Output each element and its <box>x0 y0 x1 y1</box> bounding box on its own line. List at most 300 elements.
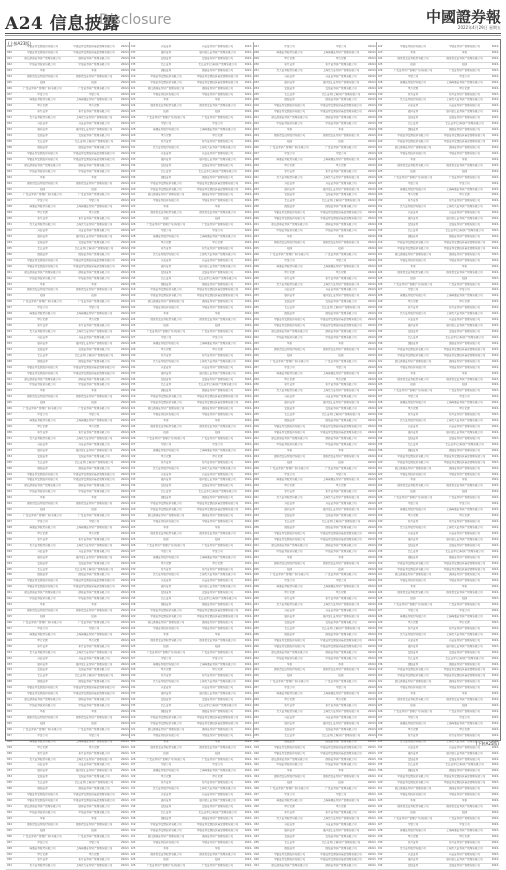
table-cell-prod: 广发证券资产管理有限公司 <box>68 621 120 626</box>
table-cell-date: 2022- <box>121 734 129 739</box>
table-cell-name: 申万宏源 <box>142 775 191 780</box>
table-cell-date: 2022- <box>245 841 253 846</box>
table-cell-code: 023 <box>131 633 141 638</box>
table-cell-date: 2022- <box>368 134 376 139</box>
table-cell-prod: 浙商证券资产管理有限公司 <box>192 407 244 412</box>
table-cell-name: 兴业证券 <box>18 229 67 234</box>
table-cell-date: 2022- <box>121 253 129 258</box>
table-cell-name: 东方证券 <box>18 538 67 543</box>
table-cell-code: 024 <box>131 746 141 751</box>
table-cell-date: 2022- <box>492 817 500 822</box>
table-cell-name: 中信证券投资有限公司 <box>18 170 67 175</box>
table-cell-code: 027 <box>131 550 141 555</box>
table-cell-date: 2022- <box>368 544 376 549</box>
table-cell-code: 019 <box>254 639 264 644</box>
table-cell-name: 海通证券股份有限公司 <box>18 98 67 103</box>
table-cell-date: 2022- <box>492 253 500 258</box>
table-cell-name: 兴业证券 <box>389 211 438 216</box>
table-cell-date: 2022- <box>121 746 129 751</box>
table-cell-prod: 银河金汇证券资产管理有限公司 <box>439 858 491 863</box>
table-cell-code: 025 <box>378 811 388 816</box>
table-cell-date: 2022- <box>245 395 253 400</box>
table-cell-prod: 东方证券资产管理有限公司 <box>192 781 244 786</box>
table-cell-date: 2022- <box>492 686 500 691</box>
table-cell-date: 2022- <box>368 793 376 798</box>
table-cell-prod: 广发证券资产管理有限公司 <box>192 864 244 869</box>
table-cell-name: 申万宏源 <box>18 639 67 644</box>
table-cell-code: 029 <box>131 348 141 353</box>
table-cell-code: 033 <box>7 449 17 454</box>
table-cell-date: 2022- <box>368 63 376 68</box>
table-cell-prod: 上海海通证券资产管理有限公司 <box>315 585 367 590</box>
table-cell-name: 中银证券安源投资有限公司 <box>142 823 191 828</box>
table-cell-prod: 安信证券资产管理有限公司 <box>68 455 120 460</box>
table-cell-code: 021 <box>131 300 141 305</box>
table-cell-name: 国泰君安证券股份有限公司 <box>18 395 67 400</box>
table-cell-prod: 上海海通证券资产管理有限公司 <box>439 401 491 406</box>
table-cell-name: 国信证券 <box>142 69 191 74</box>
table-cell-prod: 中银证券安源投资基金管理有限公司 <box>439 247 491 252</box>
table-cell-date: 2022- <box>368 188 376 193</box>
table-cell-name: 国信证券 <box>389 235 438 240</box>
table-cell-code: 020 <box>131 401 141 406</box>
table-cell-date: 2022- <box>121 591 129 596</box>
table-cell-date: 2022- <box>492 752 500 757</box>
table-cell-prod: 浙商证券资产管理有限公司 <box>192 193 244 198</box>
section-name: Disclosure <box>99 12 171 28</box>
table-cell-date: 2022- <box>368 461 376 466</box>
table-cell-code: 034 <box>254 728 264 733</box>
table-cell-date: 2022- <box>492 128 500 133</box>
table-cell-name: 光大证券股份有限公司 <box>18 330 67 335</box>
table-cell-prod: 国信证券资产管理有限公司 <box>315 633 367 638</box>
table-cell-date: 2022- <box>492 259 500 264</box>
table-cell-date: 2022- <box>121 698 129 703</box>
table-cell-prod: 中金公司 <box>192 763 244 768</box>
table-cell-name: 兴业证券 <box>265 716 314 721</box>
table-cell-date: 2022- <box>121 633 129 638</box>
table-cell-code: 021 <box>7 591 17 596</box>
table-cell-prod: 华泰 <box>439 51 491 56</box>
table-cell-code: 036 <box>7 360 17 365</box>
table-cell-code: 024 <box>378 484 388 489</box>
table-cell-code: 036 <box>378 235 388 240</box>
table-cell-prod: 上海光大证券资产管理有限公司 <box>192 680 244 685</box>
table-cell-name: 招商 <box>18 615 67 620</box>
table-cell-prod: 中银证券安源投资基金管理有限公司 <box>439 455 491 460</box>
table-cell-code: 031 <box>7 651 17 656</box>
table-cell-prod: 中信证券资产管理有限公司 <box>68 383 120 388</box>
column-divider <box>253 42 254 738</box>
table-cell-prod: 长江证券(上海)资产管理有限公司 <box>439 657 491 662</box>
table-cell-code: 024 <box>378 378 388 383</box>
table-cell-name: 兴业证券 <box>389 104 438 109</box>
table-cell-date: 2022- <box>245 413 253 418</box>
table-cell-prod: 中银证券安源投资基金管理有限公司 <box>439 668 491 673</box>
table-cell-date: 2022- <box>121 775 129 780</box>
table-cell-date: 2022- <box>368 419 376 424</box>
table-cell-date: 2022- <box>492 75 500 80</box>
table-cell-name: 长江证券 <box>389 657 438 662</box>
table-cell-prod: 银河金汇证券资产管理有限公司 <box>439 752 491 757</box>
table-cell-name: 国信证券 <box>142 176 191 181</box>
table-cell-code: 027 <box>7 93 17 98</box>
table-cell-code: 026 <box>131 758 141 763</box>
table-cell-date: 2022- <box>245 763 253 768</box>
table-cell-date: 2022- <box>245 247 253 252</box>
table-cell-date: 2022- <box>121 556 129 561</box>
table-cell-date: 2022- <box>245 728 253 733</box>
table-cell-name: 中银证券安源投资有限公司 <box>389 241 438 246</box>
table-cell-prod: 国泰君安证券资产管理有限公司 <box>192 746 244 751</box>
table-cell-date: 2022- <box>492 473 500 478</box>
table-cell-prod: 招商 <box>315 247 367 252</box>
table-cell-date: 2022- <box>245 330 253 335</box>
table-cell-name: 长江证券 <box>265 413 314 418</box>
table-cell-name: 安信证券 <box>265 300 314 305</box>
table-cell-date: 2022- <box>492 51 500 56</box>
table-cell-code: 031 <box>254 603 264 608</box>
table-cell-date: 2022- <box>245 193 253 198</box>
table-cell-code: 024 <box>254 134 264 139</box>
table-cell-name: 中金公司 <box>265 45 314 50</box>
table-cell-prod: 申万宏源 <box>192 134 244 139</box>
table-cell-name: 申万宏源 <box>18 318 67 323</box>
table-cell-prod: 安信证券资产管理有限公司 <box>315 514 367 519</box>
table-cell-date: 2022- <box>245 585 253 590</box>
table-cell-date: 2022- <box>368 508 376 513</box>
table-cell-code: 022 <box>254 229 264 234</box>
table-cell-date: 2022- <box>245 259 253 264</box>
table-cell-name: 招商 <box>265 247 314 252</box>
table-cell-prod: 中信证券资产管理有限公司 <box>315 443 367 448</box>
table-cell-code: 029 <box>378 835 388 840</box>
table-cell-prod: 上海光大证券资产管理有限公司 <box>192 787 244 792</box>
table-cell-date: 2022- <box>121 639 129 644</box>
table-cell-name: 中银证券安源投资有限公司 <box>142 401 191 406</box>
table-cell-prod: 中银证券安源投资基金管理有限公司 <box>439 354 491 359</box>
table-cell-name: 银河证券 <box>142 265 191 270</box>
table-cell-date: 2022- <box>492 716 500 721</box>
table-cell-code: 021 <box>254 116 264 121</box>
table-cell-prod: 招商 <box>315 781 367 786</box>
table-cell-date: 2022- <box>492 241 500 246</box>
table-cell-date: 2022- <box>245 401 253 406</box>
table-cell-prod: 中金公司 <box>315 793 367 798</box>
table-cell-date: 2022- <box>245 573 253 578</box>
table-cell-date: 2022- <box>121 152 129 157</box>
table-cell-prod: 国信证券资产管理有限公司 <box>439 769 491 774</box>
table-cell-code: 036 <box>131 389 141 394</box>
table-cell-name: 中银证券安源投资有限公司 <box>389 668 438 673</box>
table-cell-code: 019 <box>378 348 388 353</box>
table-cell-code: 020 <box>254 752 264 757</box>
table-cell-name: 银河证券 <box>18 556 67 561</box>
table-cell-code: 027 <box>131 122 141 127</box>
table-cell-date: 2022- <box>245 829 253 834</box>
table-cell-name: 安信证券 <box>265 728 314 733</box>
table-cell-prod: 银河金汇证券资产管理有限公司 <box>192 265 244 270</box>
table-cell-name: 长江证券 <box>265 734 314 739</box>
table-cell-code: 025 <box>378 383 388 388</box>
table-cell-code: 032 <box>378 853 388 858</box>
table-cell-date: 2022- <box>121 722 129 727</box>
table-cell-date: 2022- <box>492 508 500 513</box>
table-cell-name: 中银证券安源投资有限公司 <box>18 473 67 478</box>
table-cell-name: 浙江浙商证券资产管理有限公司 <box>18 164 67 169</box>
table-cell-prod: 申万宏源 <box>439 407 491 412</box>
table-cell-name: 中银证券安源投资有限公司 <box>18 158 67 163</box>
table-cell-prod: 上海光大证券资产管理有限公司 <box>315 389 367 394</box>
table-cell-date: 2022- <box>245 835 253 840</box>
table-cell-name: 华泰 <box>265 128 314 133</box>
table-cell-name: 华泰 <box>265 769 314 774</box>
table-cell-prod: 上海光大证券资产管理有限公司 <box>192 253 244 258</box>
table-cell-code: 022 <box>131 627 141 632</box>
table-cell-date: 2022- <box>368 69 376 74</box>
table-cell-name: 中金公司 <box>142 229 191 234</box>
table-cell-name: 兴业证券 <box>389 532 438 537</box>
table-cell-date: 2022- <box>121 520 129 525</box>
table-cell-code: 031 <box>254 817 264 822</box>
table-cell-name: 兴业证券 <box>265 609 314 614</box>
table-cell-name: 中银证券安源投资有限公司 <box>18 259 67 264</box>
table-cell-date: 2022- <box>492 419 500 424</box>
table-cell-date: 2022- <box>492 407 500 412</box>
table-cell-date: 2022- <box>368 532 376 537</box>
table-cell-prod: 兴证证券资产管理有限公司 <box>315 716 367 721</box>
table-cell-code: 027 <box>254 152 264 157</box>
table-cell-code: 026 <box>7 621 17 626</box>
table-cell-code: 025 <box>7 401 17 406</box>
header-rule <box>5 33 501 34</box>
table-cell-prod: 中信证券资产管理有限公司 <box>68 63 120 68</box>
table-cell-date: 2022- <box>245 348 253 353</box>
table-cell-code: 036 <box>378 769 388 774</box>
table-cell-code: 032 <box>254 716 264 721</box>
table-cell-prod: 兴证证券资产管理有限公司 <box>315 75 367 80</box>
table-cell-name: 申万宏源 <box>389 621 438 626</box>
table-cell-date: 2022- <box>121 146 129 151</box>
table-cell-date: 2022- <box>245 579 253 584</box>
table-cell-name: 东方证券 <box>265 277 314 282</box>
table-cell-name: 中银证券安源投资有限公司 <box>18 51 67 56</box>
table-cell-name: 浙江浙商证券资产管理有限公司 <box>265 330 314 335</box>
table-cell-date: 2022- <box>492 425 500 430</box>
table-cell-prod: 银河金汇证券资产管理有限公司 <box>315 722 367 727</box>
table-cell-date: 2022- <box>368 81 376 86</box>
table-cell-code: 034 <box>7 455 17 460</box>
table-cell-code: 031 <box>131 360 141 365</box>
table-cell-date: 2022- <box>121 182 129 187</box>
table-cell-prod: 浙商证券资产管理有限公司 <box>315 544 367 549</box>
table-cell-code: 036 <box>378 556 388 561</box>
table-cell-name: 中金公司 <box>142 657 191 662</box>
table-cell-code: 030 <box>254 490 264 495</box>
table-cell-name: 申万宏源 <box>389 87 438 92</box>
table-cell-code: 032 <box>7 550 17 555</box>
table-cell-name: 光大证券股份有限公司 <box>142 360 191 365</box>
table-cell-date: 2022- <box>121 378 129 383</box>
table-cell-date: 2022- <box>245 425 253 430</box>
table-cell-prod: 长江证券(上海)资产管理有限公司 <box>315 306 367 311</box>
table-cell-name: 银河证券 <box>389 217 438 222</box>
table-cell-code: 033 <box>131 692 141 697</box>
table-cell-prod: 华泰 <box>192 312 244 317</box>
table-cell-name: 兴业证券 <box>265 395 314 400</box>
table-cell-name: 安信证券 <box>142 271 191 276</box>
table-cell-date: 2022- <box>368 858 376 863</box>
table-cell-prod: 浙商证券资产管理有限公司 <box>439 680 491 685</box>
table-cell-name: 浙江浙商证券资产管理有限公司 <box>142 728 191 733</box>
table-cell-date: 2022- <box>368 110 376 115</box>
table-cell-prod: 华泰 <box>439 478 491 483</box>
table-cell-prod: 广发证券资产管理有限公司 <box>192 330 244 335</box>
table-cell-date: 2022- <box>492 193 500 198</box>
table-cell-date: 2022- <box>368 728 376 733</box>
table-cell-name: 华泰 <box>18 710 67 715</box>
table-cell-code: 020 <box>131 615 141 620</box>
table-cell-date: 2022- <box>368 57 376 62</box>
table-cell-code: 034 <box>131 57 141 62</box>
table-cell-name: 中信证券投资有限公司 <box>265 550 314 555</box>
table-cell-code: 028 <box>7 526 17 531</box>
table-cell-prod: 浙商证券资产管理有限公司 <box>315 651 367 656</box>
table-cell-code: 023 <box>131 419 141 424</box>
table-cell-prod: 申万宏源 <box>192 455 244 460</box>
table-cell-name: 广发证券资产管理(广东)有限公司 <box>265 360 314 365</box>
table-cell-name: 东方证券 <box>18 217 67 222</box>
table-cell-date: 2022- <box>121 419 129 424</box>
table-cell-code: 021 <box>254 758 264 763</box>
table-cell-date: 2022- <box>492 306 500 311</box>
table-cell-date: 2022- <box>368 799 376 804</box>
table-cell-date: 2022- <box>368 75 376 80</box>
table-cell-code: 023 <box>378 692 388 697</box>
table-cell-prod: 中银证券安源投资基金管理有限公司 <box>68 579 120 584</box>
table-cell-name: 银河证券 <box>389 110 438 115</box>
table-cell-date: 2022- <box>492 401 500 406</box>
table-cell-prod: 长江证券(上海)资产管理有限公司 <box>315 93 367 98</box>
table-cell-name: 国泰君安证券股份有限公司 <box>389 378 438 383</box>
table-cell-date: 2022- <box>245 140 253 145</box>
table-cell-date: 2022- <box>245 740 253 745</box>
table-cell-date: 2022- <box>492 461 500 466</box>
table-cell-name: 安信证券 <box>142 591 191 596</box>
table-cell-code: 036 <box>378 663 388 668</box>
table-cell-name: 中信证券投资有限公司 <box>18 277 67 282</box>
table-cell-code: 021 <box>254 544 264 549</box>
table-cell-name: 安信证券 <box>18 348 67 353</box>
table-cell-code: 032 <box>131 152 141 157</box>
table-cell-prod: 国泰君安证券资产管理有限公司 <box>315 775 367 780</box>
table-cell-prod: 广发证券资产管理有限公司 <box>439 69 491 74</box>
table-cell-name: 长江证券 <box>265 199 314 204</box>
table-cell-prod: 长江证券(上海)资产管理有限公司 <box>68 781 120 786</box>
table-cell-date: 2022- <box>121 763 129 768</box>
table-cell-name: 长江证券 <box>389 122 438 127</box>
table-cell-code: 025 <box>131 110 141 115</box>
table-cell-prod: 长江证券(上海)资产管理有限公司 <box>315 520 367 525</box>
table-cell-code: 020 <box>7 158 17 163</box>
table-cell-name: 银河证券 <box>389 431 438 436</box>
table-column <box>253 45 376 738</box>
table-cell-date: 2022- <box>121 300 129 305</box>
table-cell-date: 2022- <box>492 484 500 489</box>
table-cell-code: 034 <box>131 164 141 169</box>
table-cell-code: 022 <box>7 811 17 816</box>
table-cell-name: 华泰 <box>389 372 438 377</box>
table-cell-code: 030 <box>7 217 17 222</box>
table-cell-name: 国信证券 <box>142 710 191 715</box>
table-cell-code: 019 <box>131 716 141 721</box>
table-cell-code: 029 <box>7 746 17 751</box>
table-cell-date: 2022- <box>245 746 253 751</box>
table-cell-date: 2022- <box>492 324 500 329</box>
table-cell-code: 025 <box>254 568 264 573</box>
table-cell-prod: 招商 <box>439 490 491 495</box>
table-column <box>130 45 253 738</box>
table-cell-prod: 上海光大证券资产管理有限公司 <box>439 847 491 852</box>
table-cell-date: 2022- <box>368 425 376 430</box>
table-cell-prod: 上海光大证券资产管理有限公司 <box>68 116 120 121</box>
table-cell-prod: 上海海通证券资产管理有限公司 <box>192 663 244 668</box>
table-cell-prod: 兴证证券资产管理有限公司 <box>68 336 120 341</box>
table-cell-code: 020 <box>131 294 141 299</box>
table-cell-code: 031 <box>378 312 388 317</box>
table-cell-date: 2022- <box>492 158 500 163</box>
table-cell-date: 2022- <box>245 502 253 507</box>
table-cell-prod: 东方证券资产管理有限公司 <box>439 841 491 846</box>
table-cell-name: 兴业证券 <box>265 288 314 293</box>
table-cell-prod: 兴证证券资产管理有限公司 <box>192 793 244 798</box>
table-cell-date: 2022- <box>492 663 500 668</box>
table-cell-prod: 中金公司 <box>192 336 244 341</box>
table-cell-code: 020 <box>131 722 141 727</box>
table-cell-name: 广发证券资产管理(广东)有限公司 <box>389 710 438 715</box>
table-cell-code: 032 <box>378 318 388 323</box>
table-cell-code: 030 <box>131 674 141 679</box>
table-cell-code: 028 <box>131 449 141 454</box>
table-cell-code: 023 <box>378 372 388 377</box>
table-cell-prod: 华泰 <box>68 710 120 715</box>
table-cell-name: 国泰君安证券股份有限公司 <box>18 75 67 80</box>
table-cell-date: 2022- <box>121 277 129 282</box>
table-cell-date: 2022- <box>121 87 129 92</box>
table-cell-date: 2022- <box>368 199 376 204</box>
table-cell-code: 029 <box>131 562 141 567</box>
table-cell-date: 2022- <box>121 170 129 175</box>
table-cell-prod: 兴证证券资产管理有限公司 <box>439 211 491 216</box>
table-cell-name: 招商 <box>18 829 67 834</box>
table-cell-prod: 东方证券资产管理有限公司 <box>439 413 491 418</box>
table-cell-name: 华泰 <box>18 176 67 181</box>
table-cell-date: 2022- <box>368 657 376 662</box>
table-cell-date: 2022- <box>368 746 376 751</box>
table-cell-name: 东方证券 <box>265 811 314 816</box>
table-cell-name: 申万宏源 <box>142 668 191 673</box>
table-cell-date: 2022- <box>368 401 376 406</box>
table-cell-prod: 安信证券资产管理有限公司 <box>192 164 244 169</box>
table-cell-code: 026 <box>131 223 141 228</box>
table-cell-name: 招商 <box>389 383 438 388</box>
table-cell-date: 2022- <box>368 585 376 590</box>
table-cell-date: 2022- <box>368 722 376 727</box>
table-cell-prod: 中金公司 <box>315 45 367 50</box>
table-cell-prod: 兴证证券资产管理有限公司 <box>192 45 244 50</box>
table-cell-date: 2022- <box>121 306 129 311</box>
table-cell-code: 025 <box>378 597 388 602</box>
